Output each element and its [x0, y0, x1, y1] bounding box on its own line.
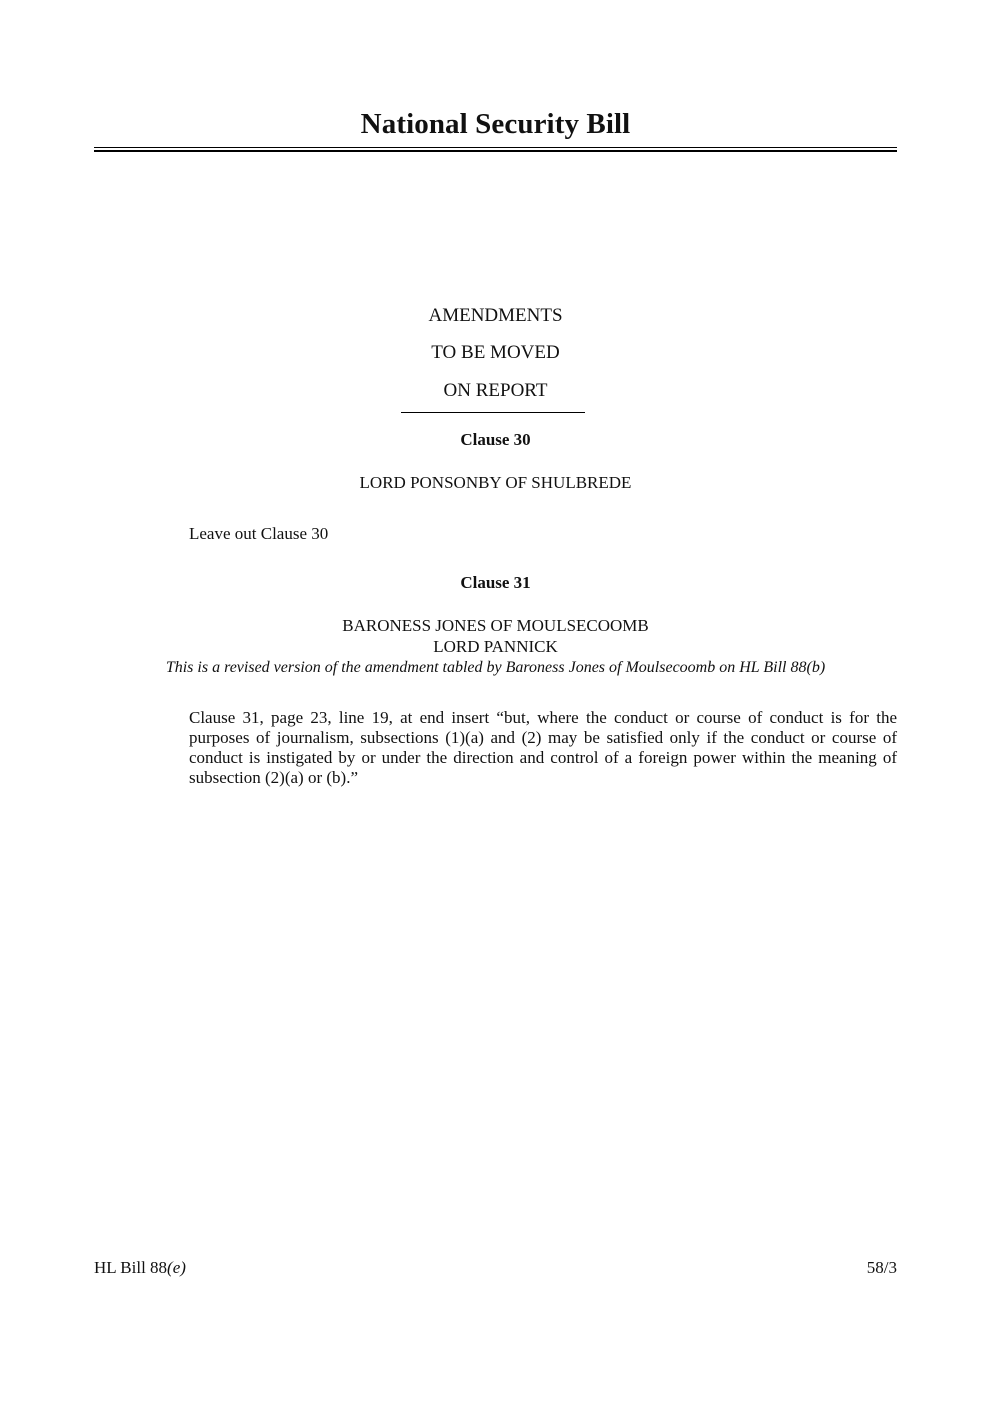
- amendment-text-clause-30: Leave out Clause 30: [189, 524, 329, 543]
- intro-divider: [401, 412, 585, 413]
- amendment-text-clause-31: Clause 31, page 23, line 19, at end insert “but, where the conduct or course of conduct is for the purposes of journalism, subsections (1)(a) and (2) may be satisfied only if the conduct or course of conduct is instigated by or under the direction and control of a foreign power within the meaning of subsection (2)(a) or (b).”: [189, 708, 897, 787]
- intro-line-on-report: ON REPORT: [443, 380, 548, 401]
- bill-reference: [94, 1258, 186, 1278]
- clause-heading-30: Clause 30: [460, 430, 531, 449]
- sponsor-name: LORD PONSONBY OF SHULBREDE: [359, 473, 632, 492]
- sponsor-name: BARONESS JONES OF MOULSECOOMB: [342, 616, 649, 635]
- clause-heading-31: Clause 31: [460, 573, 531, 592]
- page-title: National Security Bill: [360, 108, 631, 140]
- bill-reference-prefix: HL Bill 88: [94, 1258, 168, 1277]
- bill-reference-suffix: (e): [167, 1258, 186, 1277]
- title-rule-thick: [94, 150, 897, 152]
- intro-line-amendments: AMENDMENTS: [428, 305, 563, 326]
- page-reference: 58/3: [866, 1258, 897, 1277]
- intro-line-to-be-moved: TO BE MOVED: [431, 342, 560, 363]
- revision-note: This is a revised version of the amendment tabled by Baroness Jones of Moulsecoomb on HL Bill 88(b): [165, 659, 826, 676]
- sponsor-name: LORD PANNICK: [433, 637, 558, 656]
- title-rule-thin: [94, 147, 897, 148]
